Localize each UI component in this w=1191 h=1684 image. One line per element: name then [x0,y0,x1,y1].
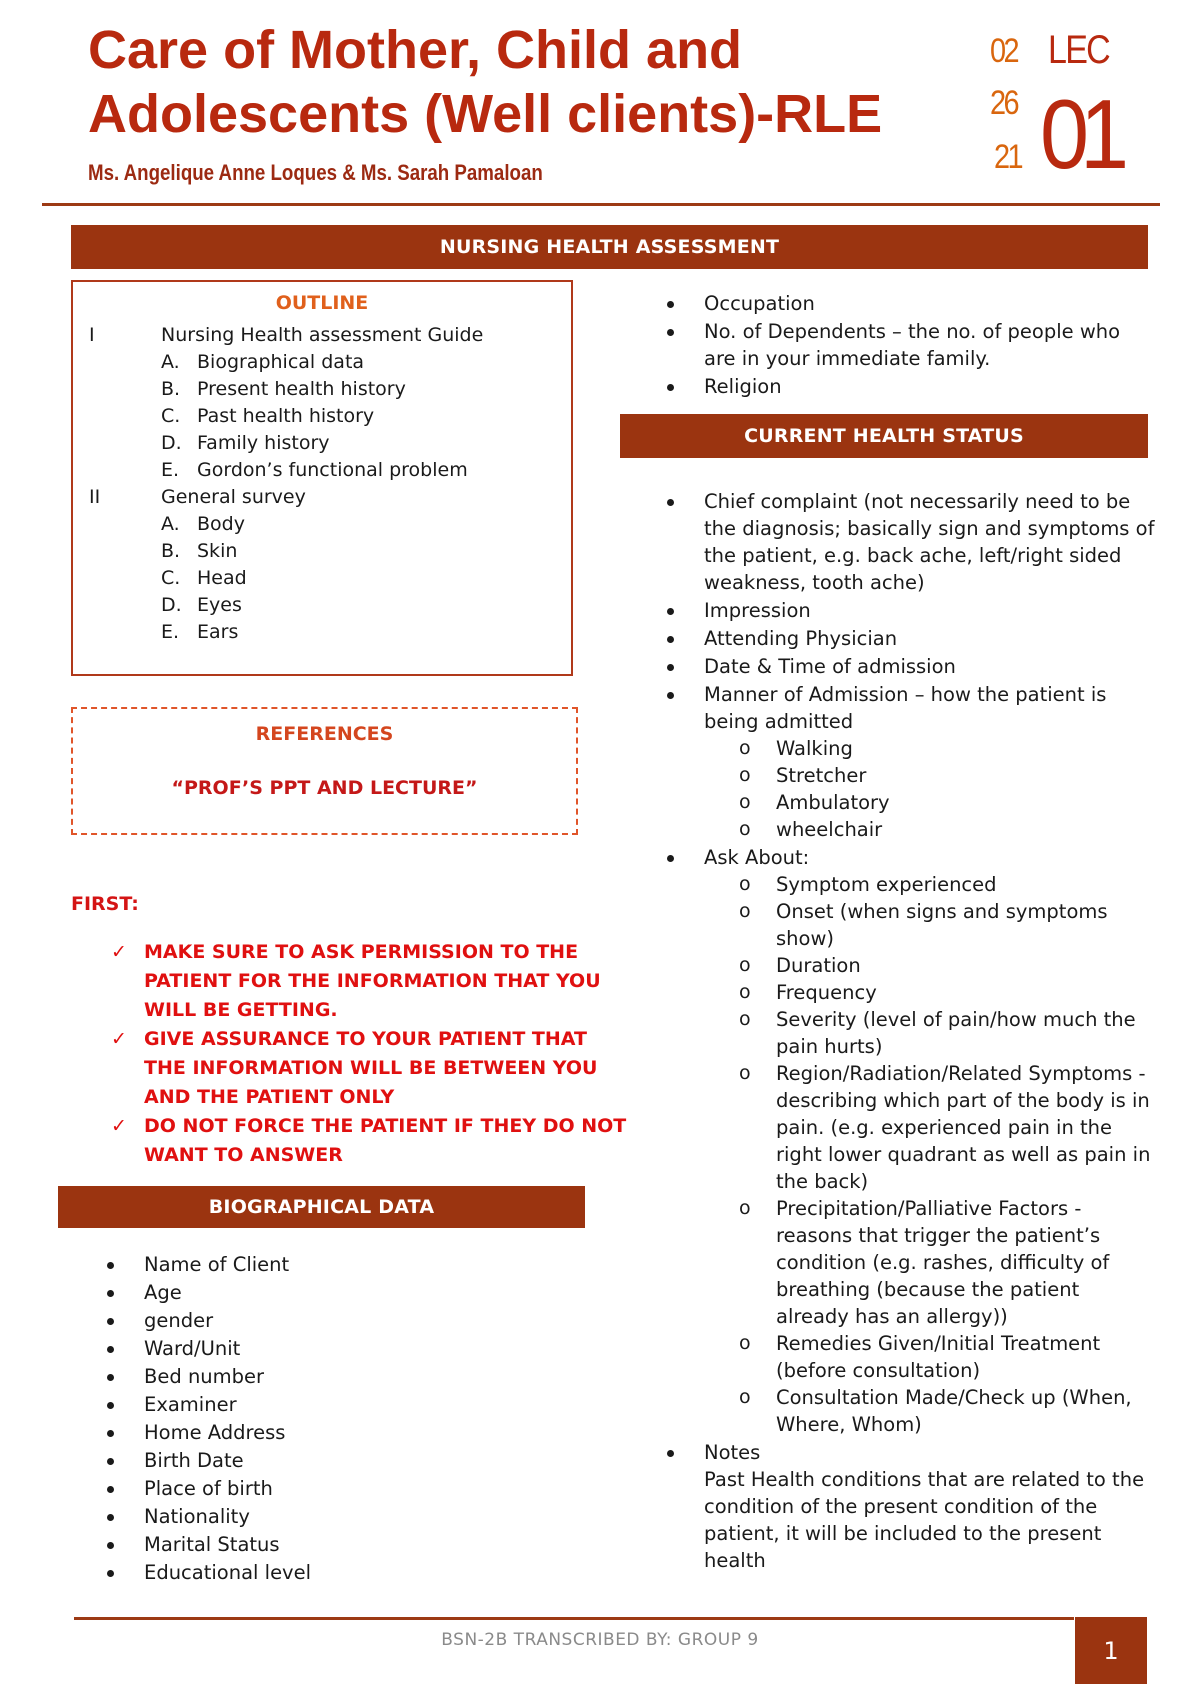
list-item: No. of Dependents – the no. of people who [704,320,1121,343]
sub-list-item: Where, Whom) [776,1413,922,1436]
sub-list-item: Walking [776,737,853,760]
sub-list-item: Duration [776,954,861,977]
biographical-item: Bed number [144,1365,265,1388]
first-label: FIRST: [71,893,139,915]
sub-list-item: Frequency [776,981,877,1004]
biographical-item: Home Address [144,1421,286,1444]
outline-item-letter: A. [161,351,180,373]
bullet-icon [107,1486,114,1493]
sub-bullet-icon: o [739,818,751,840]
bullet-icon [107,1346,114,1353]
outline-title: OUTLINE [275,292,369,314]
outline-item-letter: B. [161,540,181,562]
outline-numeral: II [89,486,101,508]
list-item: weakness, tooth ache) [704,571,925,594]
biographical-item: Educational level [144,1561,312,1584]
outline-item: Family history [197,432,330,454]
sub-bullet-icon: o [739,981,751,1003]
bullet-icon [667,1450,674,1457]
bullet-icon [667,329,674,336]
sub-bullet-icon: o [739,1197,751,1219]
list-item: being admitted [704,710,854,733]
sub-list-item: pain. (e.g. experienced pain in the [776,1116,1113,1139]
sub-bullet-icon: o [739,1386,751,1408]
references-box [71,707,578,835]
lecture-number: 01 [1040,79,1121,189]
outline-numeral: I [89,324,95,346]
references-title: REFERENCES [255,723,394,745]
biographical-item: gender [144,1309,214,1332]
list-item: Manner of Admission – how the patient is [704,683,1107,706]
date-month: 02 [990,32,1018,70]
outline-item: Biographical data [197,351,365,373]
sub-bullet-icon: o [739,873,751,895]
checklist-item: ✓ GIVE ASSURANCE TO YOUR PATIENT THAT THE INFORMATION WILL BE BETWEEN YOU AND THE PATIENT ONLY [144,1025,597,1112]
outline-item: Eyes [197,594,242,616]
sub-list-item: Ambulatory [776,791,890,814]
document-title [88,18,948,146]
outline-item: Ears [197,621,239,643]
list-item: Notes [704,1441,761,1464]
biographical-item: Name of Client [144,1253,290,1276]
sub-list-item: (before consultation) [776,1359,981,1382]
sub-list-item: condition (e.g. rashes, difficulty of [776,1251,1110,1274]
check-icon: ✓ [111,941,127,963]
sub-list-item: Severity (level of pain/how much the [776,1008,1136,1031]
sub-bullet-icon: o [739,900,751,922]
bullet-icon [107,1542,114,1549]
sub-list-item: show) [776,927,835,950]
list-item: are in your immediate family. [704,347,991,370]
outline-item: Body [197,513,245,535]
bullet-icon [667,384,674,391]
list-item: Date & Time of admission [704,655,956,678]
biographical-item: Age [144,1281,182,1304]
bullet-icon [667,855,674,862]
bullet-icon [667,692,674,699]
sub-list-item: reasons that trigger the patient’s [776,1224,1101,1247]
page-number: 1 [1075,1617,1147,1684]
sub-list-item: pain hurts) [776,1035,883,1058]
outline-item-letter: B. [161,378,181,400]
list-item: the diagnosis; basically sign and symptoms of [704,517,1155,540]
sub-list-item: Region/Radiation/Related Symptoms - [776,1062,1146,1085]
list-item: condition of the present condition of the [704,1495,1098,1518]
title-line-2: Adolescents (Well clients)-RLE [88,84,883,144]
outline-item-letter: A. [161,513,180,535]
footer-text: BSN-2B TRANSCRIBED BY: GROUP 9 [441,1630,759,1650]
sub-bullet-icon: o [739,1332,751,1354]
biographical-item: Ward/Unit [144,1337,241,1360]
sub-list-item: Stretcher [776,764,867,787]
check-icon: ✓ [111,1115,127,1137]
checklist-item: ✓ DO NOT FORCE THE PATIENT IF THEY DO NOT WANT TO ANSWER [144,1112,626,1170]
biographical-item: Place of birth [144,1477,273,1500]
outline-item: Skin [197,540,238,562]
sub-list-item: right lower quadrant as well as pain in [776,1143,1151,1166]
sub-list-item: the back) [776,1170,869,1193]
biographical-item: Examiner [144,1393,237,1416]
date-year: 21 [994,138,1022,176]
list-item: Religion [704,375,782,398]
outline-item-letter: C. [161,405,181,427]
sub-list-item: Onset (when signs and symptoms [776,900,1108,923]
list-item: Past Health conditions that are related to the [704,1468,1145,1491]
title-line-1: Care of Mother, Child and [88,20,743,80]
bullet-icon [667,608,674,615]
outline-item-letter: D. [161,594,182,616]
bullet-icon [107,1570,114,1577]
list-item: the patient, e.g. back ache, left/right sided [704,544,1122,567]
outline-box [71,280,573,676]
outline-item: Present health history [197,378,406,400]
sub-list-item: describing which part of the body is in [776,1089,1150,1112]
sub-list-item: Consultation Made/Check up (When, [776,1386,1132,1409]
references-text: “PROF’S PPT AND LECTURE” [171,777,478,799]
bullet-icon [667,499,674,506]
sub-list-item: Remedies Given/Initial Treatment [776,1332,1101,1355]
sub-bullet-icon: o [739,791,751,813]
date-day: 26 [990,84,1018,122]
sub-list-item: breathing (because the patient [776,1278,1080,1301]
outline-item-letter: E. [161,621,180,643]
bullet-icon [107,1290,114,1297]
list-item: Occupation [704,292,815,315]
outline-item-letter: C. [161,567,181,589]
sub-list-item: Symptom experienced [776,873,997,896]
outline-section-label: Nursing Health assessment Guide [161,324,484,346]
sub-list-item: already has an allergy)) [776,1305,1008,1328]
outline-section-label: General survey [161,486,306,508]
outline-item-letter: D. [161,432,182,454]
list-item: health [704,1549,766,1572]
bullet-icon [107,1430,114,1437]
section-bar-biographical-data: BIOGRAPHICAL DATA [58,1186,585,1228]
outline-item: Past health history [197,405,375,427]
bullet-icon [107,1262,114,1269]
lecture-label: LEC [1048,28,1110,72]
bullet-icon [107,1514,114,1521]
bullet-icon [107,1458,114,1465]
biographical-item: Nationality [144,1505,250,1528]
header-divider [42,203,1160,206]
list-item: patient, it will be included to the present [704,1522,1102,1545]
sub-bullet-icon: o [739,1062,751,1084]
sub-bullet-icon: o [739,954,751,976]
section-bar-nursing-health-assessment: NURSING HEALTH ASSESSMENT [71,225,1148,269]
list-item: Chief complaint (not necessarily need to be [704,490,1131,513]
section-bar-current-health-status: CURRENT HEALTH STATUS [620,414,1148,458]
authors: Ms. Angelique Anne Loques & Ms. Sarah Pamaloan [88,160,543,185]
sub-bullet-icon: o [739,764,751,786]
sub-list-item: Precipitation/Palliative Factors - [776,1197,1082,1220]
outline-item: Gordon’s functional problem [197,459,468,481]
outline-item: Head [197,567,247,589]
footer-divider [74,1617,1074,1620]
sub-bullet-icon: o [739,737,751,759]
checklist-item: ✓ MAKE SURE TO ASK PERMISSION TO THE PATIENT FOR THE INFORMATION THAT YOU WILL BE GETTING. [144,938,601,1025]
biographical-item: Birth Date [144,1449,244,1472]
bullet-icon [107,1374,114,1381]
sub-bullet-icon: o [739,1008,751,1030]
check-icon: ✓ [111,1028,127,1050]
list-item: Attending Physician [704,627,898,650]
bullet-icon [667,664,674,671]
bullet-icon [107,1318,114,1325]
bullet-icon [667,636,674,643]
list-item: Impression [704,599,811,622]
bullet-icon [107,1402,114,1409]
outline-item-letter: E. [161,459,180,481]
biographical-item: Marital Status [144,1533,280,1556]
sub-list-item: wheelchair [776,818,883,841]
bullet-icon [667,301,674,308]
list-item: Ask About: [704,846,810,869]
